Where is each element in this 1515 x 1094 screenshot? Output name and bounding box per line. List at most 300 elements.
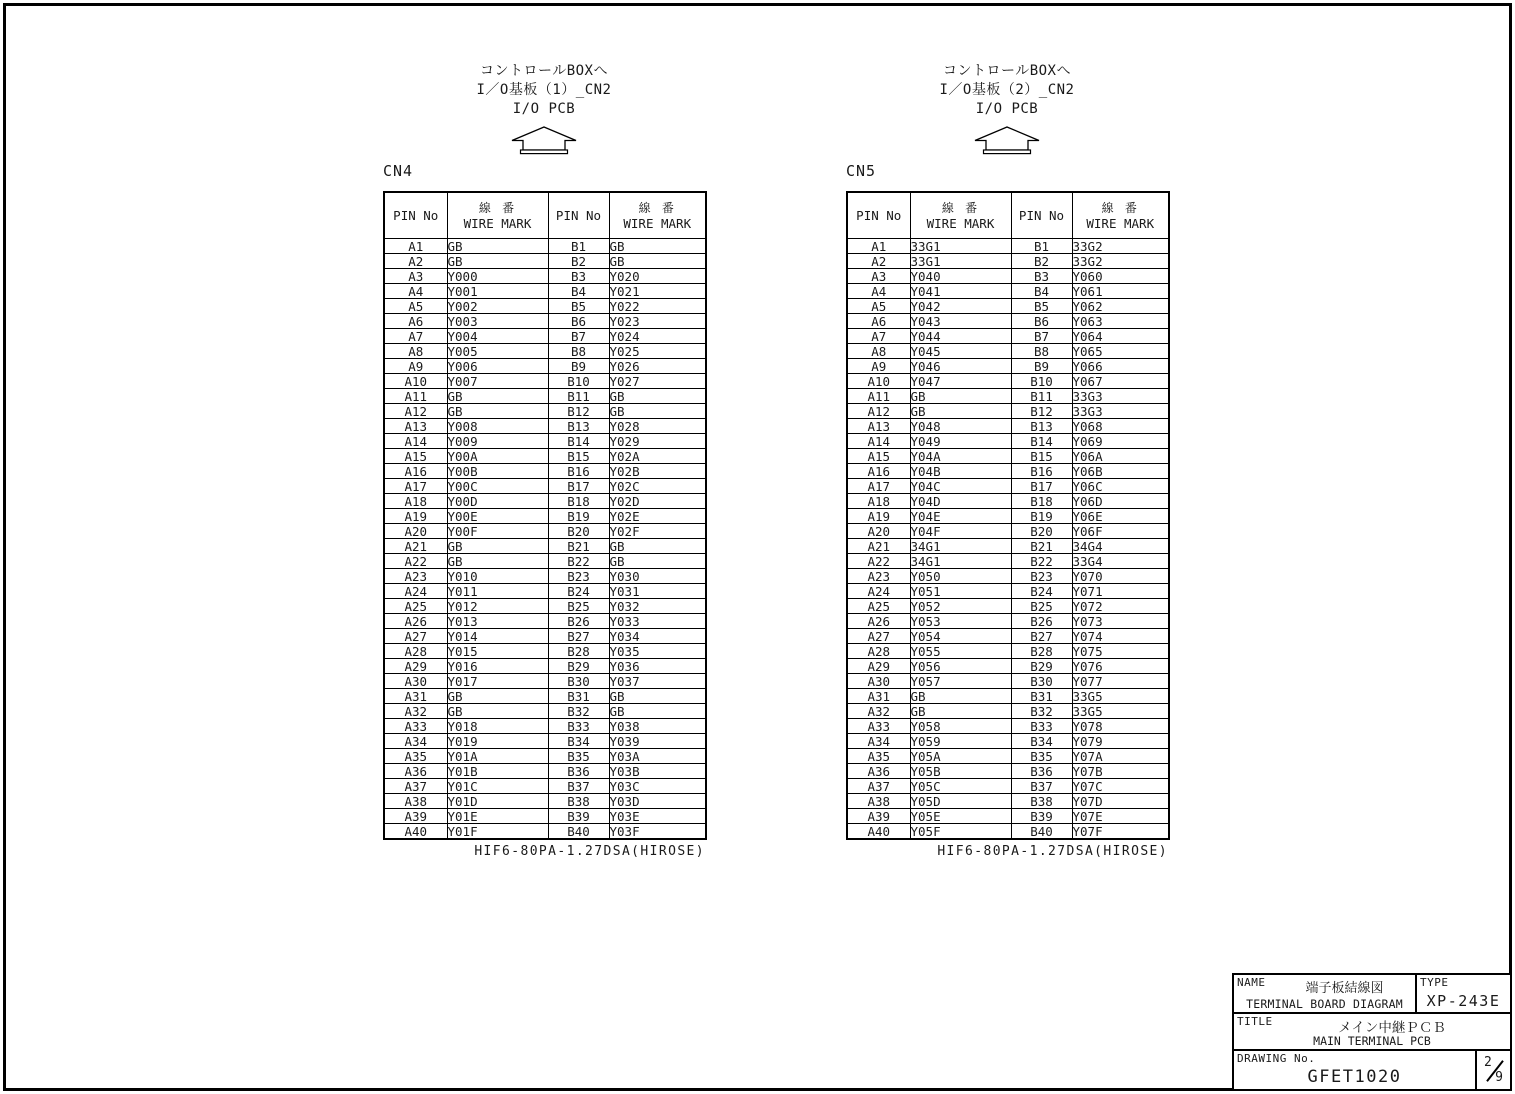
pin-no-cell: A17 bbox=[384, 479, 447, 494]
pin-no-cell: A10 bbox=[384, 374, 447, 389]
pin-no-cell: A31 bbox=[384, 689, 447, 704]
pin-no-cell: A34 bbox=[847, 734, 910, 749]
wire-mark-cell: Y058 bbox=[910, 719, 1011, 734]
wire-mark-cell: 33G2 bbox=[1072, 239, 1169, 254]
pin-no-cell: A19 bbox=[384, 509, 447, 524]
sheet-number-cell bbox=[1477, 1051, 1510, 1089]
table-row bbox=[384, 809, 706, 824]
wire-mark-cell: Y056 bbox=[910, 659, 1011, 674]
pin-no-cell: A19 bbox=[847, 509, 910, 524]
table-row bbox=[384, 599, 706, 614]
wire-mark-cell: Y05A bbox=[910, 749, 1011, 764]
table-row bbox=[384, 374, 706, 389]
pin-no-cell: A36 bbox=[384, 764, 447, 779]
pin-no-cell: B19 bbox=[548, 509, 609, 524]
wire-mark-cell: Y050 bbox=[910, 569, 1011, 584]
wire-mark-cell: GB bbox=[447, 389, 548, 404]
pin-no-cell: A40 bbox=[847, 824, 910, 840]
wire-mark-cell: Y075 bbox=[1072, 644, 1169, 659]
pin-no-cell: B28 bbox=[1011, 644, 1072, 659]
pin-no-cell: B3 bbox=[1011, 269, 1072, 284]
table-row bbox=[847, 464, 1169, 479]
wire-mark-cell: Y00D bbox=[447, 494, 548, 509]
wire-mark-cell: Y05F bbox=[910, 824, 1011, 840]
pin-no-cell: B14 bbox=[548, 434, 609, 449]
pin-no-cell: A23 bbox=[384, 569, 447, 584]
wire-mark-cell: Y006 bbox=[447, 359, 548, 374]
wire-mark-cell: 33G1 bbox=[910, 254, 1011, 269]
pin-no-cell: A24 bbox=[384, 584, 447, 599]
pin-no-cell: B29 bbox=[1011, 659, 1072, 674]
pin-no-cell: A27 bbox=[847, 629, 910, 644]
wire-mark-cell: Y000 bbox=[447, 269, 548, 284]
table-row bbox=[847, 734, 1169, 749]
pin-no-cell: B8 bbox=[1011, 344, 1072, 359]
pin-no-cell: B2 bbox=[1011, 254, 1072, 269]
pin-no-cell: A35 bbox=[384, 749, 447, 764]
wire-mark-cell: Y014 bbox=[447, 629, 548, 644]
wire-mark-cell: Y047 bbox=[910, 374, 1011, 389]
wire-mark-cell: 33G2 bbox=[1072, 254, 1169, 269]
wire-mark-cell: Y071 bbox=[1072, 584, 1169, 599]
pin-no-cell: B1 bbox=[548, 239, 609, 254]
table-row bbox=[847, 779, 1169, 794]
table-header-row bbox=[384, 192, 706, 239]
table-row bbox=[847, 239, 1169, 254]
wire-mark-cell: Y059 bbox=[910, 734, 1011, 749]
table-row bbox=[384, 314, 706, 329]
pin-no-cell: A18 bbox=[847, 494, 910, 509]
wire-mark-cell: Y070 bbox=[1072, 569, 1169, 584]
wire-mark-cell: Y033 bbox=[609, 614, 706, 629]
table-row bbox=[847, 794, 1169, 809]
title-label: TITLE bbox=[1237, 1015, 1273, 1028]
wire-mark-cell: Y017 bbox=[447, 674, 548, 689]
wire-mark-cell: GB bbox=[609, 689, 706, 704]
wire-mark-cell: GB bbox=[447, 239, 548, 254]
table-row bbox=[384, 434, 706, 449]
wire-mark-cell: GB bbox=[609, 254, 706, 269]
wire-mark-cell: Y00A bbox=[447, 449, 548, 464]
pin-no-cell: B36 bbox=[548, 764, 609, 779]
table-row bbox=[384, 359, 706, 374]
table-row bbox=[384, 719, 706, 734]
pin-no-cell: A20 bbox=[384, 524, 447, 539]
name-japanese: 端子板結線図 bbox=[1305, 981, 1384, 996]
pin-no-cell: A39 bbox=[847, 809, 910, 824]
connector-part-number: HIF6-80PA-1.27DSA(HIROSE) bbox=[937, 844, 1168, 859]
table-row bbox=[847, 569, 1169, 584]
wire-mark-cell: GB bbox=[447, 704, 548, 719]
wire-mark-cell: Y062 bbox=[1072, 299, 1169, 314]
pin-no-cell: A28 bbox=[384, 644, 447, 659]
pin-no-cell: A30 bbox=[847, 674, 910, 689]
wire-mark-cell: Y01F bbox=[447, 824, 548, 840]
wire-mark-cell: Y002 bbox=[447, 299, 548, 314]
wire-mark-cell: GB bbox=[447, 689, 548, 704]
pin-no-cell: B22 bbox=[548, 554, 609, 569]
drawing-number-cell bbox=[1234, 1051, 1477, 1089]
type-cell bbox=[1417, 975, 1510, 1012]
table-row bbox=[847, 749, 1169, 764]
table-row bbox=[384, 659, 706, 674]
pin-no-cell: B20 bbox=[1011, 524, 1072, 539]
pin-no-cell: A37 bbox=[847, 779, 910, 794]
pin-no-cell: B7 bbox=[1011, 329, 1072, 344]
wire-mark-cell: Y067 bbox=[1072, 374, 1169, 389]
table-row bbox=[384, 749, 706, 764]
wire-mark-cell: Y02C bbox=[609, 479, 706, 494]
wire-mark-cell: Y06D bbox=[1072, 494, 1169, 509]
wire-mark-cell: 34G4 bbox=[1072, 539, 1169, 554]
pin-no-cell: A38 bbox=[384, 794, 447, 809]
pin-no-cell: A1 bbox=[384, 239, 447, 254]
wire-mark-cell: Y016 bbox=[447, 659, 548, 674]
table-row bbox=[847, 824, 1169, 840]
wire-mark-cell: Y015 bbox=[447, 644, 548, 659]
table-row bbox=[847, 479, 1169, 494]
wire-mark-cell: GB bbox=[447, 554, 548, 569]
pin-no-cell: B23 bbox=[1011, 569, 1072, 584]
pin-no-header: PIN No bbox=[1011, 192, 1072, 239]
pin-no-cell: B6 bbox=[1011, 314, 1072, 329]
pin-no-cell: B19 bbox=[1011, 509, 1072, 524]
wire-mark-cell: Y00F bbox=[447, 524, 548, 539]
wire-mark-cell: Y044 bbox=[910, 329, 1011, 344]
pin-no-cell: A7 bbox=[847, 329, 910, 344]
wire-mark-cell: Y06C bbox=[1072, 479, 1169, 494]
pin-no-cell: B26 bbox=[1011, 614, 1072, 629]
pin-no-cell: A7 bbox=[384, 329, 447, 344]
wire-mark-cell: Y00E bbox=[447, 509, 548, 524]
pin-no-cell: A33 bbox=[384, 719, 447, 734]
wire-mark-cell: Y01E bbox=[447, 809, 548, 824]
wire-mark-cell: Y011 bbox=[447, 584, 548, 599]
wire-mark-cell: Y027 bbox=[609, 374, 706, 389]
wire-mark-cell: Y020 bbox=[609, 269, 706, 284]
table-row bbox=[847, 434, 1169, 449]
table-row bbox=[847, 629, 1169, 644]
pin-no-cell: B17 bbox=[548, 479, 609, 494]
name-label: NAME bbox=[1237, 976, 1266, 989]
connector-section-cn4 bbox=[383, 62, 705, 860]
wire-mark-cell: Y068 bbox=[1072, 419, 1169, 434]
table-row bbox=[384, 674, 706, 689]
table-row bbox=[847, 299, 1169, 314]
pin-no-cell: B3 bbox=[548, 269, 609, 284]
table-row bbox=[847, 584, 1169, 599]
table-row bbox=[384, 329, 706, 344]
wire-mark-cell: Y07B bbox=[1072, 764, 1169, 779]
wire-mark-cell: Y029 bbox=[609, 434, 706, 449]
wire-mark-cell: Y01C bbox=[447, 779, 548, 794]
wire-mark-cell: Y069 bbox=[1072, 434, 1169, 449]
destination-text-cn5 bbox=[846, 62, 1168, 119]
wire-mark-cell: Y07D bbox=[1072, 794, 1169, 809]
wire-mark-cell: Y076 bbox=[1072, 659, 1169, 674]
pin-no-cell: B2 bbox=[548, 254, 609, 269]
table-row bbox=[847, 329, 1169, 344]
pin-no-cell: A16 bbox=[847, 464, 910, 479]
table-row bbox=[384, 404, 706, 419]
pin-no-cell: A23 bbox=[847, 569, 910, 584]
wire-mark-cell: Y01D bbox=[447, 794, 548, 809]
wire-mark-cell: Y028 bbox=[609, 419, 706, 434]
pin-no-cell: A36 bbox=[847, 764, 910, 779]
type-value: XP-243E bbox=[1426, 992, 1501, 1010]
pin-no-cell: A3 bbox=[384, 269, 447, 284]
wire-mark-cell: Y04B bbox=[910, 464, 1011, 479]
wire-mark-cell: Y074 bbox=[1072, 629, 1169, 644]
title-japanese: メイン中継ＰＣＢ bbox=[1338, 1020, 1446, 1036]
wire-mark-cell: Y06A bbox=[1072, 449, 1169, 464]
table-row bbox=[384, 554, 706, 569]
wire-mark-cell: GB bbox=[609, 239, 706, 254]
pin-no-cell: A35 bbox=[847, 749, 910, 764]
wire-mark-cell: 33G3 bbox=[1072, 389, 1169, 404]
wire-mark-cell: Y066 bbox=[1072, 359, 1169, 374]
pin-no-cell: B7 bbox=[548, 329, 609, 344]
pin-no-cell: B33 bbox=[1011, 719, 1072, 734]
wire-mark-cell: Y06B bbox=[1072, 464, 1169, 479]
wire-mark-cell: Y07F bbox=[1072, 824, 1169, 840]
table-row bbox=[847, 374, 1169, 389]
pin-no-cell: A4 bbox=[384, 284, 447, 299]
table-row bbox=[384, 824, 706, 840]
destination-line: コントロールBOXへ bbox=[479, 63, 608, 79]
wire-mark-cell: Y026 bbox=[609, 359, 706, 374]
wire-mark-cell: GB bbox=[910, 404, 1011, 419]
pin-no-cell: A27 bbox=[384, 629, 447, 644]
pin-no-cell: B27 bbox=[548, 629, 609, 644]
wire-mark-cell: Y04E bbox=[910, 509, 1011, 524]
table-row bbox=[384, 629, 706, 644]
wire-mark-cell: Y057 bbox=[910, 674, 1011, 689]
pin-no-cell: B13 bbox=[548, 419, 609, 434]
wire-mark-cell: 33G5 bbox=[1072, 689, 1169, 704]
pin-no-cell: A12 bbox=[384, 404, 447, 419]
pin-no-cell: A2 bbox=[847, 254, 910, 269]
wire-mark-cell: GB bbox=[910, 704, 1011, 719]
pin-no-cell: B37 bbox=[548, 779, 609, 794]
wire-mark-cell: Y06E bbox=[1072, 509, 1169, 524]
table-row bbox=[847, 809, 1169, 824]
wire-mark-cell: Y03B bbox=[609, 764, 706, 779]
pin-no-cell: A38 bbox=[847, 794, 910, 809]
table-row bbox=[384, 539, 706, 554]
pin-no-cell: A32 bbox=[384, 704, 447, 719]
pin-no-cell: A24 bbox=[847, 584, 910, 599]
pin-no-cell: B37 bbox=[1011, 779, 1072, 794]
table-row bbox=[847, 719, 1169, 734]
cn5-pin-table bbox=[846, 191, 1170, 840]
pin-no-cell: A15 bbox=[384, 449, 447, 464]
pin-no-cell: B30 bbox=[548, 674, 609, 689]
table-row bbox=[384, 239, 706, 254]
pin-no-cell: B17 bbox=[1011, 479, 1072, 494]
wire-mark-cell: Y025 bbox=[609, 344, 706, 359]
wire-mark-cell: Y07E bbox=[1072, 809, 1169, 824]
pin-no-cell: B38 bbox=[1011, 794, 1072, 809]
pin-no-cell: A26 bbox=[384, 614, 447, 629]
pin-no-cell: B25 bbox=[548, 599, 609, 614]
pin-no-cell: B34 bbox=[1011, 734, 1072, 749]
wire-mark-cell: 33G4 bbox=[1072, 554, 1169, 569]
pin-no-cell: A13 bbox=[384, 419, 447, 434]
pin-no-cell: B14 bbox=[1011, 434, 1072, 449]
table-row bbox=[384, 779, 706, 794]
pin-no-cell: B4 bbox=[548, 284, 609, 299]
wire-mark-cell: Y063 bbox=[1072, 314, 1169, 329]
wire-mark-cell: Y05B bbox=[910, 764, 1011, 779]
pin-no-cell: B9 bbox=[548, 359, 609, 374]
pin-no-cell: B25 bbox=[1011, 599, 1072, 614]
wire-mark-cell: Y078 bbox=[1072, 719, 1169, 734]
pin-no-cell: B20 bbox=[548, 524, 609, 539]
wire-mark-cell: Y039 bbox=[609, 734, 706, 749]
connector-section-cn5 bbox=[846, 62, 1168, 860]
wire-mark-cell: Y03A bbox=[609, 749, 706, 764]
wire-mark-cell: Y038 bbox=[609, 719, 706, 734]
wire-mark-cell: 33G1 bbox=[910, 239, 1011, 254]
pin-no-cell: B11 bbox=[1011, 389, 1072, 404]
pin-no-cell: B30 bbox=[1011, 674, 1072, 689]
pin-no-cell: B36 bbox=[1011, 764, 1072, 779]
table-row bbox=[847, 659, 1169, 674]
pin-no-cell: B32 bbox=[1011, 704, 1072, 719]
pin-no-cell: A3 bbox=[847, 269, 910, 284]
table-row bbox=[384, 614, 706, 629]
wire-mark-cell: GB bbox=[609, 404, 706, 419]
wire-mark-header: 線 番 WIRE MARK bbox=[609, 192, 706, 239]
pin-no-cell: B21 bbox=[1011, 539, 1072, 554]
wire-mark-cell: Y02B bbox=[609, 464, 706, 479]
table-row bbox=[384, 644, 706, 659]
wire-mark-cell: Y02A bbox=[609, 449, 706, 464]
pin-no-cell: A14 bbox=[384, 434, 447, 449]
table-row bbox=[847, 404, 1169, 419]
wire-mark-cell: Y042 bbox=[910, 299, 1011, 314]
wire-mark-cell: Y072 bbox=[1072, 599, 1169, 614]
pin-no-header: PIN No bbox=[847, 192, 910, 239]
wire-mark-cell: Y048 bbox=[910, 419, 1011, 434]
wire-mark-cell: Y077 bbox=[1072, 674, 1169, 689]
table-header-row bbox=[847, 192, 1169, 239]
wire-mark-cell: GB bbox=[447, 539, 548, 554]
table-row bbox=[847, 674, 1169, 689]
wire-mark-cell: Y03D bbox=[609, 794, 706, 809]
pin-no-cell: B6 bbox=[548, 314, 609, 329]
wire-mark-cell: GB bbox=[910, 689, 1011, 704]
table-row bbox=[847, 344, 1169, 359]
pin-no-header: PIN No bbox=[384, 192, 447, 239]
table-row bbox=[847, 539, 1169, 554]
table-row bbox=[384, 569, 706, 584]
wire-mark-cell: Y04F bbox=[910, 524, 1011, 539]
title-block-title-row bbox=[1234, 1014, 1510, 1051]
wire-mark-cell: Y045 bbox=[910, 344, 1011, 359]
wire-mark-cell: Y00B bbox=[447, 464, 548, 479]
table-row bbox=[384, 464, 706, 479]
destination-line: I／O基板（2）_CN2 bbox=[939, 82, 1075, 98]
wire-mark-cell: Y032 bbox=[609, 599, 706, 614]
wire-mark-cell: Y05D bbox=[910, 794, 1011, 809]
pin-no-cell: B23 bbox=[548, 569, 609, 584]
pin-no-cell: A8 bbox=[847, 344, 910, 359]
destination-text-cn4 bbox=[383, 62, 705, 119]
wire-mark-cell: GB bbox=[447, 254, 548, 269]
wire-mark-cell: Y022 bbox=[609, 299, 706, 314]
cn4-pin-table bbox=[383, 191, 707, 840]
title-block-name-row bbox=[1234, 975, 1510, 1014]
pin-no-cell: B39 bbox=[1011, 809, 1072, 824]
type-label: TYPE bbox=[1420, 976, 1449, 989]
wire-mark-cell: Y021 bbox=[609, 284, 706, 299]
pin-no-cell: A12 bbox=[847, 404, 910, 419]
table-row bbox=[847, 254, 1169, 269]
pin-no-cell: A29 bbox=[847, 659, 910, 674]
pin-no-cell: A34 bbox=[384, 734, 447, 749]
wire-mark-cell: Y061 bbox=[1072, 284, 1169, 299]
wire-mark-cell: Y012 bbox=[447, 599, 548, 614]
name-english: TERMINAL BOARD DIAGRAM bbox=[1246, 997, 1403, 1011]
pin-no-cell: B10 bbox=[548, 374, 609, 389]
wire-mark-cell: 34G1 bbox=[910, 539, 1011, 554]
pin-no-cell: A11 bbox=[384, 389, 447, 404]
pin-no-cell: A14 bbox=[847, 434, 910, 449]
pin-no-cell: B31 bbox=[1011, 689, 1072, 704]
wire-mark-cell: Y052 bbox=[910, 599, 1011, 614]
connector-label-cn4: CN4 bbox=[383, 162, 414, 180]
wire-mark-cell: Y019 bbox=[447, 734, 548, 749]
wire-mark-cell: Y04D bbox=[910, 494, 1011, 509]
wire-mark-cell: Y02F bbox=[609, 524, 706, 539]
pin-no-cell: A37 bbox=[384, 779, 447, 794]
title-block bbox=[1232, 973, 1512, 1091]
pin-no-cell: A10 bbox=[847, 374, 910, 389]
pin-no-cell: B15 bbox=[548, 449, 609, 464]
pin-no-cell: B24 bbox=[548, 584, 609, 599]
wire-mark-cell: Y079 bbox=[1072, 734, 1169, 749]
table-row bbox=[384, 254, 706, 269]
wire-mark-cell: Y043 bbox=[910, 314, 1011, 329]
wire-mark-cell: Y01A bbox=[447, 749, 548, 764]
wire-mark-cell: Y065 bbox=[1072, 344, 1169, 359]
wire-mark-cell: Y049 bbox=[910, 434, 1011, 449]
drawing-number-label: DRAWING No. bbox=[1237, 1052, 1316, 1065]
wire-mark-cell: Y02E bbox=[609, 509, 706, 524]
table-row bbox=[384, 524, 706, 539]
pin-no-cell: A8 bbox=[384, 344, 447, 359]
wire-mark-cell: Y004 bbox=[447, 329, 548, 344]
wire-mark-cell: Y041 bbox=[910, 284, 1011, 299]
wire-mark-cell: Y009 bbox=[447, 434, 548, 449]
table-row bbox=[384, 389, 706, 404]
drawing-number-value: GFET1020 bbox=[1307, 1067, 1402, 1087]
wire-mark-cell: 33G5 bbox=[1072, 704, 1169, 719]
pin-no-cell: B18 bbox=[1011, 494, 1072, 509]
destination-line: I/O PCB bbox=[975, 101, 1039, 117]
pin-no-cell: B16 bbox=[1011, 464, 1072, 479]
wire-mark-cell: Y010 bbox=[447, 569, 548, 584]
wire-mark-header: 線 番 WIRE MARK bbox=[910, 192, 1011, 239]
table-row bbox=[847, 359, 1169, 374]
pin-no-cell: B5 bbox=[1011, 299, 1072, 314]
wire-mark-cell: Y007 bbox=[447, 374, 548, 389]
table-row bbox=[847, 524, 1169, 539]
wire-mark-cell: Y054 bbox=[910, 629, 1011, 644]
wire-mark-cell: Y030 bbox=[609, 569, 706, 584]
